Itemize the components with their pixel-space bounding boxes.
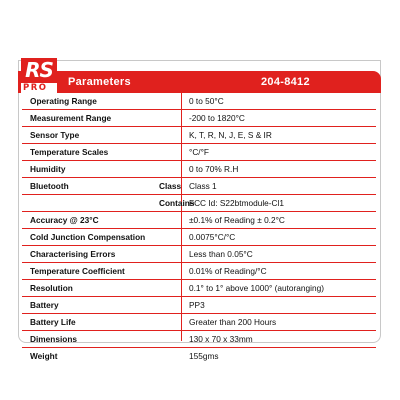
param-value: 0 to 70% R.H	[189, 164, 239, 174]
param-value: -200 to 1820°C	[189, 113, 245, 123]
param-label: Sensor Type	[30, 130, 80, 140]
param-label: Humidity	[30, 164, 66, 174]
table-row	[22, 280, 376, 297]
spec-table	[22, 93, 376, 364]
param-label: Weight	[30, 351, 58, 361]
table-row	[22, 178, 376, 195]
table-row	[22, 127, 376, 144]
table-row	[22, 314, 376, 331]
param-value: Less than 0.05°C	[189, 249, 253, 259]
param-value: 0.01% of Reading/°C	[189, 266, 267, 276]
logo-rs-text: RS	[21, 58, 57, 83]
param-label: Battery	[30, 300, 59, 310]
table-row	[22, 161, 376, 178]
param-value: Class 1	[189, 181, 217, 191]
header-product-code: 204-8412	[261, 76, 310, 88]
param-label: Battery Life	[30, 317, 76, 327]
param-value: °C/°F	[189, 147, 210, 157]
table-row	[22, 331, 376, 348]
table-header	[18, 71, 381, 93]
table-row	[22, 348, 376, 364]
param-label: Dimensions	[30, 334, 78, 344]
param-value: Greater than 200 Hours	[189, 317, 277, 327]
param-label: Characterising Errors	[30, 249, 116, 259]
table-row	[22, 144, 376, 161]
table-row	[22, 229, 376, 246]
param-value: PP3	[189, 300, 205, 310]
param-label: Operating Range	[30, 96, 97, 106]
table-row	[22, 263, 376, 280]
param-value: K, T, R, N, J, E, S & IR	[189, 130, 272, 140]
param-sublabel: Class	[159, 181, 182, 191]
rs-pro-logo	[21, 58, 57, 94]
param-value: 0 to 50°C	[189, 96, 224, 106]
param-label: Measurement Range	[30, 113, 112, 123]
param-label: Cold Junction Compensation	[30, 232, 146, 242]
param-label: Temperature Scales	[30, 147, 109, 157]
param-value: 0.0075°C/°C	[189, 232, 236, 242]
logo-pro-text: PRO	[21, 83, 57, 93]
param-value: FCC Id: S22btmodule-Cl1	[189, 198, 284, 208]
param-label: Temperature Coefficient	[30, 266, 125, 276]
param-value: 155gms	[189, 351, 219, 361]
table-row	[22, 297, 376, 314]
param-value: 130 x 70 x 33mm	[189, 334, 253, 344]
param-label: Bluetooth	[30, 181, 69, 191]
table-row	[22, 246, 376, 263]
table-row	[22, 195, 376, 212]
param-sublabel: Contains	[159, 198, 195, 208]
param-value: 0.1° to 1° above 1000° (autoranging)	[189, 283, 324, 293]
param-value: ±0.1% of Reading ± 0.2°C	[189, 215, 285, 225]
header-parameters: Parameters	[68, 76, 131, 88]
param-label: Accuracy @ 23°C	[30, 215, 99, 225]
param-label: Resolution	[30, 283, 73, 293]
table-row	[22, 212, 376, 229]
table-row	[22, 93, 376, 110]
table-row	[22, 110, 376, 127]
